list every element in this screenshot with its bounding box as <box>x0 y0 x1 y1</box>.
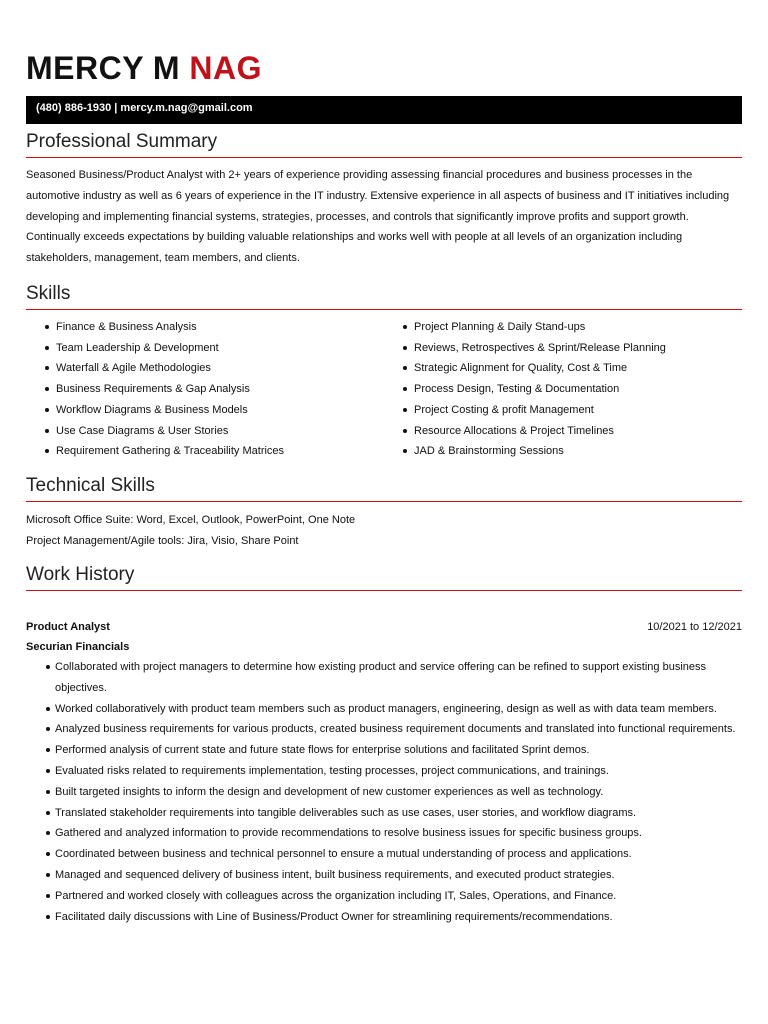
skill-item: Project Planning & Daily Stand-ups <box>384 317 742 338</box>
skills-columns <box>26 317 742 462</box>
skills-heading: Skills <box>26 283 742 310</box>
skill-item: Workflow Diagrams & Business Models <box>26 400 384 421</box>
skills-left-list <box>26 317 384 462</box>
duty-item: Analyzed business requirements for various products, created business requirement documents and translated into functional requirements. <box>26 719 742 740</box>
company-name: Securian Financials <box>26 641 130 653</box>
job-dates: 10/2021 to 12/2021 <box>647 621 742 633</box>
duty-item: Managed and sequenced delivery of business intent, built business requirements, and executed product strategies. <box>26 865 742 886</box>
last-name: NAG <box>189 50 263 86</box>
duty-item: Built targeted insights to inform the design and development of new customer experiences as well as technology. <box>26 782 742 803</box>
candidate-name <box>26 50 262 86</box>
skill-item: Waterfall & Agile Methodologies <box>26 358 384 379</box>
skill-item: Strategic Alignment for Quality, Cost & Time <box>384 358 742 379</box>
skill-item: JAD & Brainstorming Sessions <box>384 441 742 462</box>
summary-text: Seasoned Business/Product Analyst with 2+ years of experience providing assessing financial procedures and business processes in the automotive industry as well as 6 years of experience in the IT industry. Extensive experience in all aspects of business and IT initiatives including developing and implementing financial systems, strategies, processes, and controls that significantly improve profits and support growth. Continually exceeds expectations by building valuable relationships and works well with people at all levels of an organization including stakeholders, management, team members, and clients. <box>26 169 730 265</box>
summary-heading: Professional Summary <box>26 131 742 158</box>
skill-item: Reviews, Retrospectives & Sprint/Release Planning <box>384 338 742 359</box>
duty-item: Collaborated with project managers to determine how existing product and service offering can be refined to support existing business objectives. <box>26 657 742 699</box>
work-history-heading: Work History <box>26 564 742 591</box>
first-name: MERCY M <box>26 50 181 86</box>
technical-skill-line: Project Management/Agile tools: Jira, Visio, Share Point <box>26 534 299 547</box>
skill-item: Requirement Gathering & Traceability Matrices <box>26 441 384 462</box>
skill-item: Project Costing & profit Management <box>384 400 742 421</box>
contact-info: (480) 886-1930 | mercy.m.nag@gmail.com <box>36 102 253 114</box>
duty-item: Worked collaboratively with product team members such as product managers, engineering, design as well as with data team members. <box>26 699 742 720</box>
technical-skill-line: Microsoft Office Suite: Word, Excel, Outlook, PowerPoint, One Note <box>26 514 356 526</box>
skill-item: Use Case Diagrams & User Stories <box>26 421 384 442</box>
work-history-section <box>26 564 742 927</box>
skills-right-list <box>384 317 742 462</box>
skill-item: Finance & Business Analysis <box>26 317 384 338</box>
job-duties-list <box>26 657 742 927</box>
job-header <box>26 620 742 634</box>
duty-item: Partnered and worked closely with colleagues across the organization including IT, Sales, Operations, and Finance. <box>26 886 742 907</box>
duty-item: Performed analysis of current state and future state flows for enterprise solutions and facilitated Sprint demos. <box>26 740 742 761</box>
duty-item: Evaluated risks related to requirements implementation, testing processes, project communications, and trainings. <box>26 761 742 782</box>
skill-item: Resource Allocations & Project Timelines <box>384 421 742 442</box>
duty-item: Coordinated between business and technical personnel to ensure a mutual understanding of process and applications. <box>26 844 742 865</box>
skills-section <box>26 283 742 462</box>
technical-skills-list <box>26 510 742 551</box>
skill-item: Business Requirements & Gap Analysis <box>26 379 384 400</box>
duty-item: Gathered and analyzed information to provide recommendations to resolve business issues for specific business groups. <box>26 823 742 844</box>
skill-item: Team Leadership & Development <box>26 338 384 359</box>
duty-item: Facilitated daily discussions with Line of Business/Product Owner for streamlining requirements/recommendations. <box>26 907 742 928</box>
job-title: Product Analyst <box>26 621 110 633</box>
technical-skills-heading: Technical Skills <box>26 475 742 502</box>
duty-item: Translated stakeholder requirements into tangible deliverables such as use cases, user stories, and workflow diagrams. <box>26 803 742 824</box>
summary-section <box>26 131 742 269</box>
contact-bar <box>26 96 742 124</box>
skill-item: Process Design, Testing & Documentation <box>384 379 742 400</box>
technical-skills-section <box>26 475 742 551</box>
